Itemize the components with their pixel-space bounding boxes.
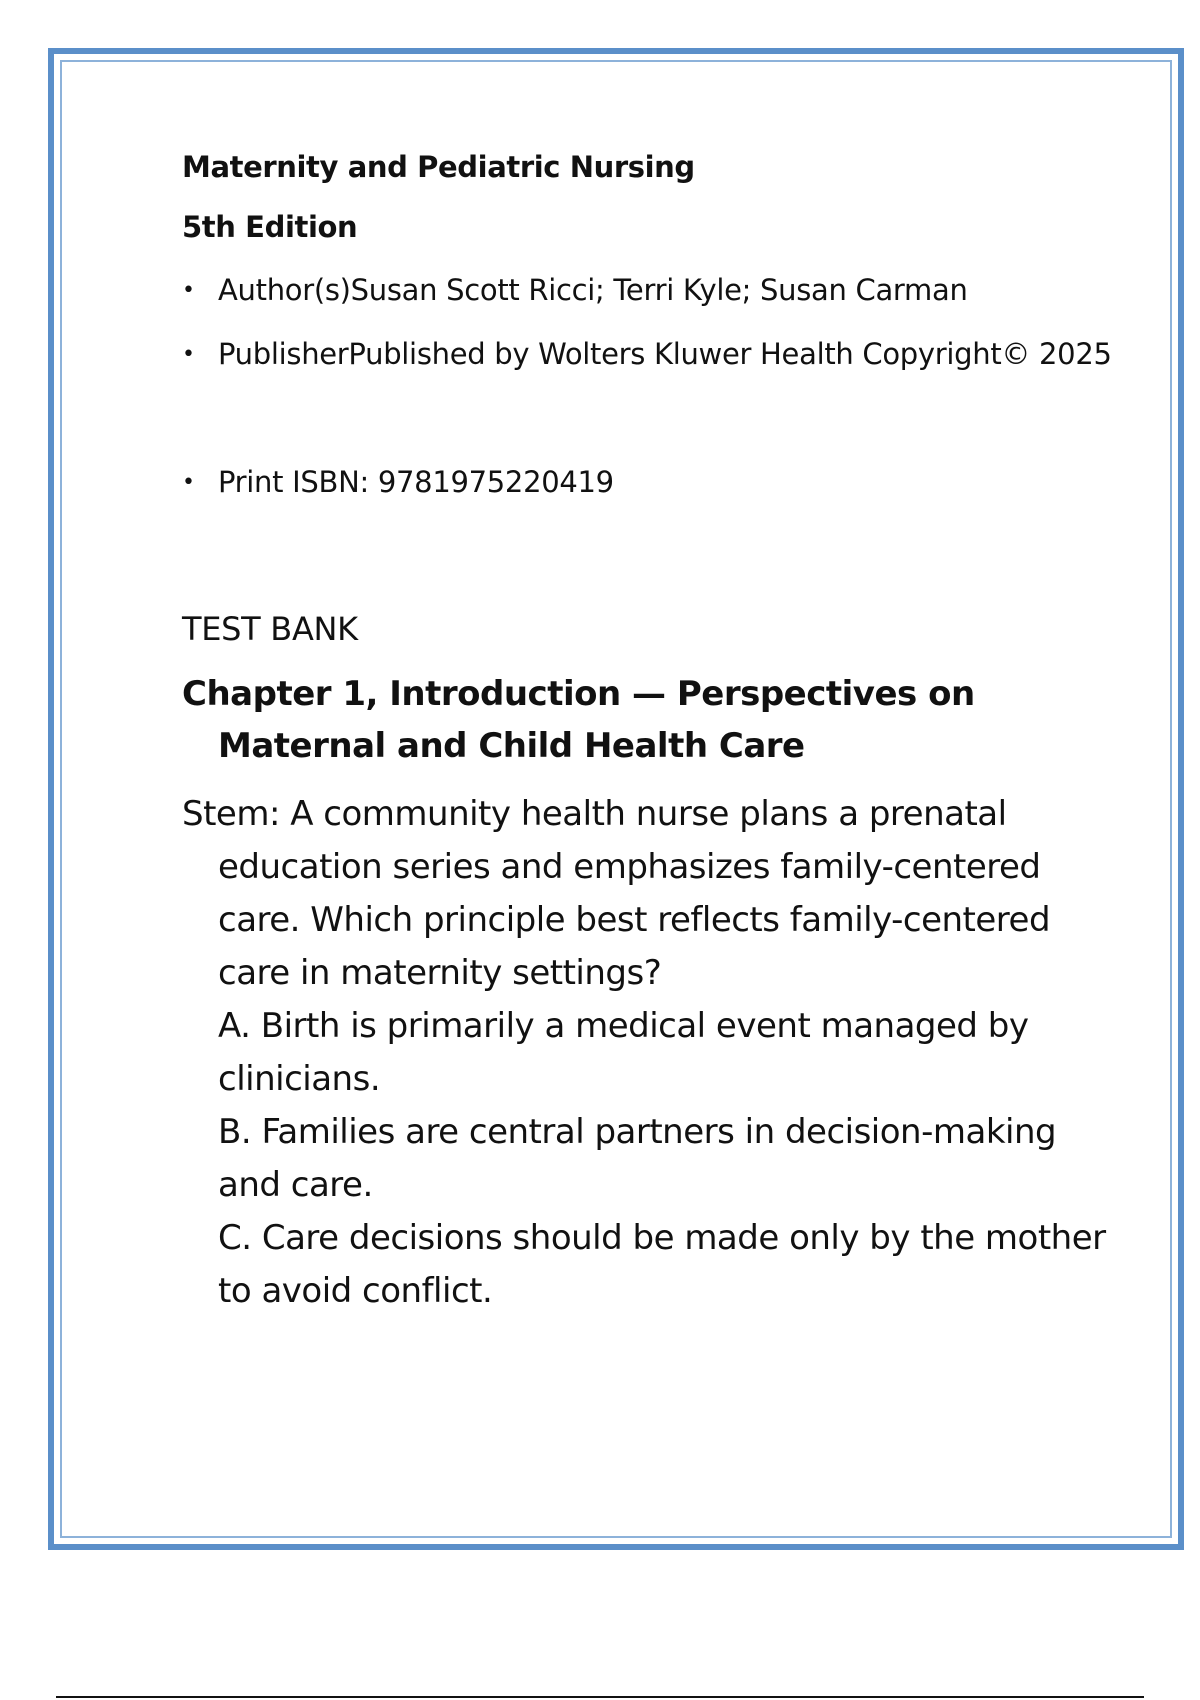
- chapter-heading: Chapter 1, Introduction — Perspectives on Maternal and Child Health Care: [182, 674, 975, 766]
- bullet-icon: •: [182, 278, 195, 303]
- document-content: [182, 145, 1112, 1318]
- book-title: Maternity and Pediatric Nursing: [182, 150, 695, 184]
- answer-option-b: B. Families are central partners in decision-making and care.: [218, 1112, 1057, 1205]
- bullet-icon: •: [182, 470, 195, 495]
- meta-item-text: Print ISBN: 9781975220419: [218, 465, 614, 499]
- question-stem: Stem: A community health nurse plans a prenatal education series and emphasizes family-centered care. Which principle best reflects family-centered care in maternity settings?: [182, 794, 1051, 993]
- answer-option-a: A. Birth is primarily a medical event managed by clinicians.: [218, 1006, 1029, 1099]
- meta-item-authors: [182, 267, 1112, 314]
- footer-divider: [56, 1696, 1144, 1698]
- book-meta-list: [182, 267, 1112, 506]
- book-edition: 5th Edition: [182, 210, 358, 244]
- answer-option-c: C. Care decisions should be made only by the mother to avoid conflict.: [218, 1218, 1106, 1311]
- meta-item-text: PublisherPublished by Wolters Kluwer Health Copyright© 2025: [218, 337, 1112, 371]
- meta-item-publisher: [182, 331, 1112, 378]
- section-label: TEST BANK: [182, 610, 358, 648]
- meta-item-isbn: [182, 459, 1112, 506]
- bullet-icon: •: [182, 342, 195, 367]
- meta-item-text: Author(s)Susan Scott Ricci; Terri Kyle; Susan Carman: [218, 273, 968, 307]
